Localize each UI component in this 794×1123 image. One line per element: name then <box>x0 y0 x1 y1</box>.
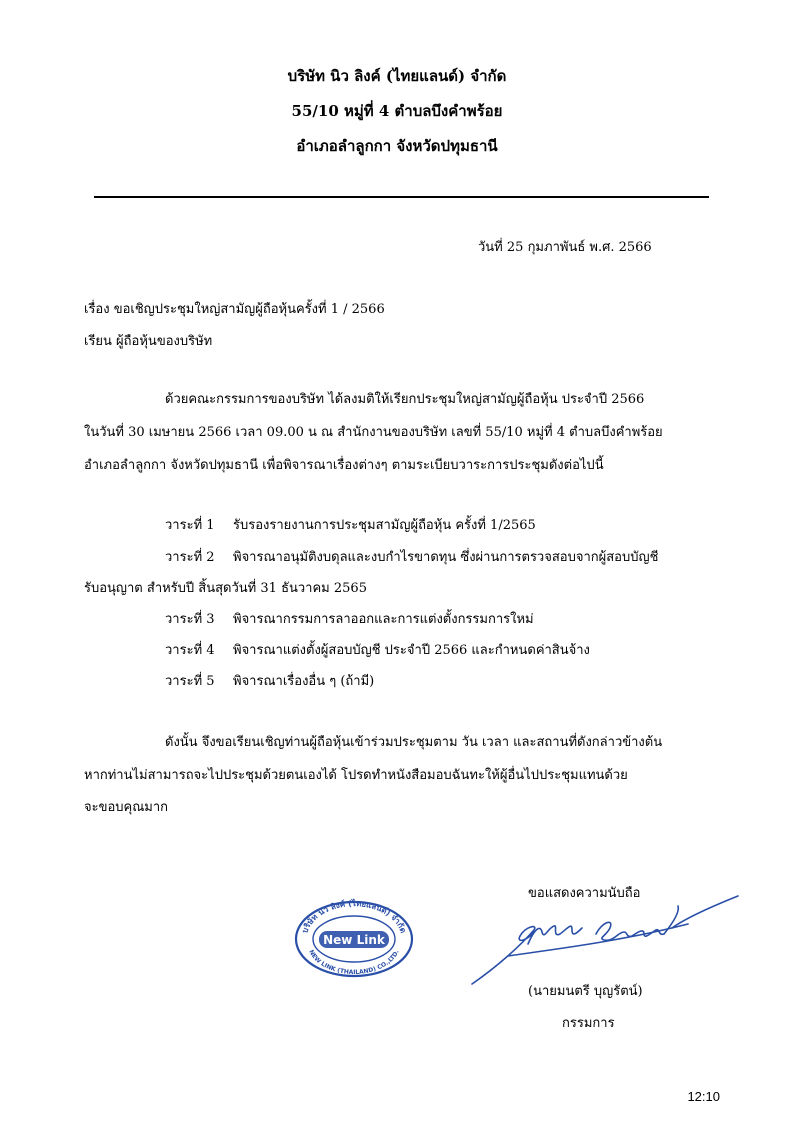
closing-line: ดังนั้น จึงขอเรียนเชิญท่านผู้ถือหุ้นเข้าร่วมประชุมตาม วัน เวลา และสถานที่ดังกล่าวข้างต้น <box>165 735 663 750</box>
svg-text:NEW LINK (THAILAND) CO.,LTD.: NEW LINK (THAILAND) CO.,LTD. <box>307 948 401 977</box>
closing-line: จะขอบคุณมาก <box>84 800 169 815</box>
letter-date: วันที่ 25 กุมภาพันธ์ พ.ศ. 2566 <box>478 240 652 255</box>
intro-line: ในวันที่ 30 เมษายน 2566 เวลา 09.00 น ณ สำนักงานของบริษัท เลขที่ 55/10 หมู่ที่ 4 ตำบลบึงคำพร้อย <box>84 425 663 440</box>
signature-scribble <box>468 888 740 988</box>
agenda-text: พิจารณาอนุมัติงบดุลและงบกำไรขาดทุน ซึ่งผ่านการตรวจสอบจากผู้สอบบัญชี <box>233 550 659 565</box>
agenda-text: พิจารณากรรมการลาออกและการแต่งตั้งกรรมการใหม่ <box>233 612 534 627</box>
closing-salutation: ขอแสดงความนับถือ <box>528 886 641 901</box>
company-seal <box>292 898 416 978</box>
letter-subject: เรื่อง ขอเชิญประชุมใหญ่สามัญผู้ถือหุ้นครั้งที่ 1 / 2566 <box>84 302 385 317</box>
closing-line: หากท่านไม่สามารถจะไปประชุมด้วยตนเองได้ โปรดทำหนังสือมอบฉันทะให้ผู้อื่นไปประชุมแทนด้วย <box>84 768 628 783</box>
letter-recipient: เรียน ผู้ถือหุ้นของบริษัท <box>84 334 213 349</box>
company-address-line1: 55/10 หมู่ที่ 4 ตำบลบึงคำพร้อย <box>291 102 503 120</box>
agenda-number: วาระที่ 4 <box>165 643 215 658</box>
header-divider <box>94 196 709 198</box>
intro-line: ด้วยคณะกรรมการของบริษัท ได้ลงมติให้เรียกประชุมใหญ่สามัญผู้ถือหุ้น ประจำปี 2566 <box>165 392 645 407</box>
svg-text:บริษัท นิว ลิงค์ (ไทยแลนด์) จำ: บริษัท นิว ลิงค์ (ไทยแลนด์) จำกัด <box>300 898 408 935</box>
company-address-line2: อำเภอลำลูกกา จังหวัดปทุมธานี <box>296 137 498 155</box>
agenda-text: พิจารณาเรื่องอื่น ๆ (ถ้ามี) <box>233 674 375 689</box>
agenda-number: วาระที่ 2 <box>165 550 215 565</box>
signer-name: (นายมนตรี บุญรัตน์) <box>528 984 643 999</box>
agenda-text: พิจารณาแต่งตั้งผู้สอบบัญชี ประจำปี 2566 และกำหนดค่าสินจ้าง <box>233 643 590 658</box>
svg-text:New Link: New Link <box>323 933 385 947</box>
company-name: บริษัท นิว ลิงค์ (ไทยแลนด์) จำกัด <box>287 67 507 85</box>
agenda-text: รับรองรายงานการประชุมสามัญผู้ถือหุ้น ครั้งที่ 1/2565 <box>233 518 536 533</box>
intro-line: อำเภอลำลูกกา จังหวัดปทุมธานี เพื่อพิจารณาเรื่องต่างๆ ตามระเบียบวาระการประชุมดังต่อไปนี้ <box>84 458 604 473</box>
signer-title: กรรมการ <box>562 1016 615 1031</box>
agenda-number: วาระที่ 3 <box>165 612 215 627</box>
agenda-number: วาระที่ 5 <box>165 674 215 689</box>
page-number: 12:10 <box>687 1089 720 1104</box>
agenda-text-continuation: รับอนุญาต สำหรับปี สิ้นสุดวันที่ 31 ธันวาคม 2565 <box>84 581 367 596</box>
agenda-number: วาระที่ 1 <box>165 518 215 533</box>
